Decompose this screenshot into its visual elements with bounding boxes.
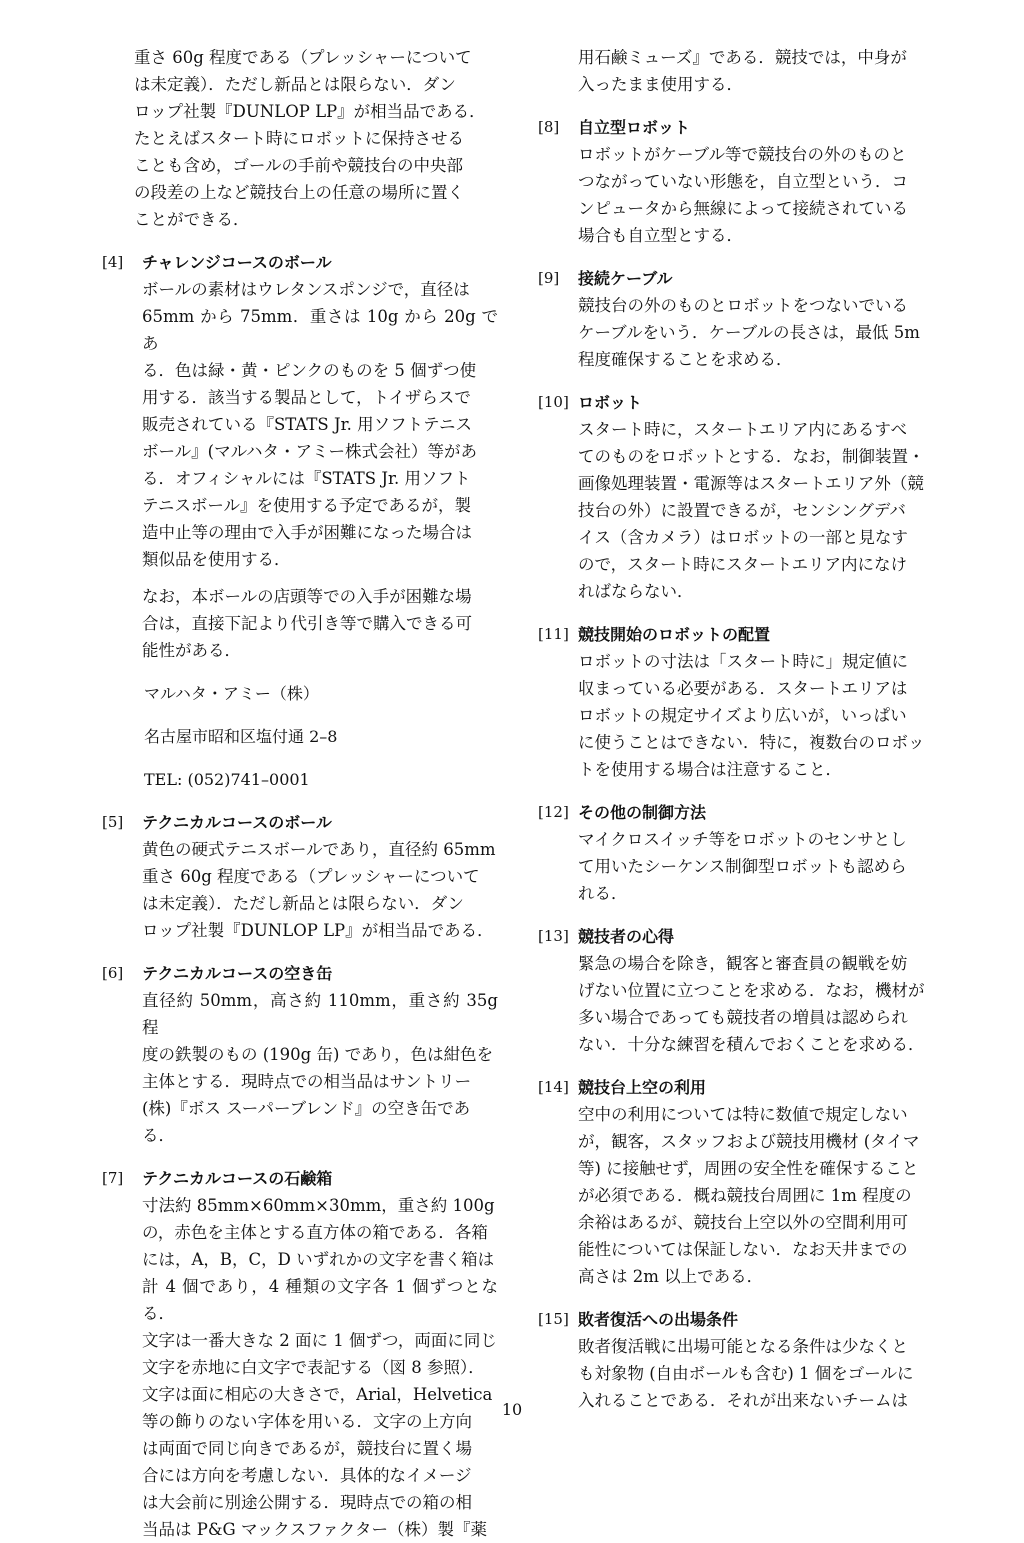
text-line: 程度確保することを求める．	[578, 350, 793, 369]
item-number: [11]	[538, 625, 569, 643]
text-line: が，観客，スタッフおよび競技用機材 (タイマ	[578, 1132, 920, 1151]
text-line: たとえばスタート時にロボットに保持させる	[134, 129, 464, 148]
text-line: に使うことはできない．特に，複数台のロボッ	[578, 733, 925, 752]
item-12	[538, 799, 942, 907]
item-heading	[538, 923, 942, 950]
text-line: る．	[142, 1126, 175, 1145]
text-line: 能性がある．	[142, 641, 241, 660]
text-line: れる．	[578, 884, 628, 903]
text-line: 技台の外）に設置できるが，センシングデバ	[578, 501, 906, 520]
text-line: 余裕はあるが、競技台上空以外の空間利用可	[578, 1213, 908, 1232]
text-line: 合は，直接下記より代引き等で購入できる可	[142, 614, 472, 633]
item-heading	[538, 1306, 942, 1333]
text-line: てのものをロボットとする．なお，制御装置・	[578, 447, 925, 466]
text-line: は大会前に別途公開する．現時点での箱の相	[142, 1493, 472, 1512]
text-line: 入ったまま使用する．	[578, 75, 743, 94]
left-intro	[102, 44, 498, 233]
text-line: 販売されている『STATS Jr. 用ソフトテニス	[142, 415, 472, 434]
item-number: [5]	[102, 813, 124, 831]
text-line: ロップ社製『DUNLOP LP』が相当品である．	[142, 921, 494, 940]
text-line: 合には方向を考慮しない．具体的なイメージ	[142, 1466, 472, 1485]
item-title: テクニカルコースの空き缶	[142, 964, 333, 983]
item-number: [6]	[102, 964, 124, 982]
address-line: TEL: (052)741–0001	[144, 770, 310, 789]
text-line: ケーブルをいう．ケーブルの長さは，最低 5m	[578, 323, 920, 342]
text-line: ロボットがケーブル等で競技台の外のものと	[578, 145, 907, 164]
text-line: て用いたシーケンス制御型ロボットも認めら	[578, 857, 907, 876]
text-line: には，A，B，C，D いずれかの文字を書く箱は	[142, 1250, 495, 1269]
address-line: マルハタ・アミー（株）	[144, 684, 319, 703]
text-line: 等の飾りのない字体を用いる．文字の上方向	[142, 1412, 472, 1431]
item-9	[538, 265, 942, 373]
item-title: テクニカルコースの石鹸箱	[142, 1169, 333, 1188]
item-heading	[102, 809, 498, 836]
item-5	[102, 809, 498, 944]
text-line: 重さ 60g 程度である（プレッシャーについて	[142, 867, 480, 886]
text-line: 寸法約 85mm×60mm×30mm，重さ約 100g	[142, 1196, 495, 1215]
item-title: 自立型ロボット	[578, 118, 691, 137]
text-line: 65mm から 75mm．重さは 10g から 20g であ	[142, 307, 498, 353]
text-line: テニスボール』を使用する予定であるが，製	[142, 496, 472, 515]
text-line: 度の鉄製のもの (190g 缶) であり，色は紺色を	[142, 1045, 494, 1064]
text-line: 主体とする．現時点での相当品はサントリー	[142, 1072, 472, 1091]
item-heading	[538, 1074, 942, 1101]
item-heading	[538, 389, 942, 416]
text-line: の，赤色を主体とする直方体の箱である．各箱	[142, 1223, 488, 1242]
text-line: (株)『ボス スーパーブレンド』の空き缶であ	[142, 1099, 471, 1118]
item-number: [7]	[102, 1169, 124, 1187]
text-line: 高さは 2m 以上である．	[578, 1267, 764, 1286]
item-number: [10]	[538, 393, 569, 411]
text-line: 文字を赤地に白文字で表記する（図 8 参照）．	[142, 1358, 485, 1377]
item-title: チャレンジコースのボール	[142, 253, 332, 272]
text-line: ない．十分な練習を積んでおくことを求める．	[578, 1035, 925, 1054]
text-line: 収まっている必要がある．スタートエリアは	[578, 679, 908, 698]
text-line: ボール』(マルハタ・アミー株式会社）等があ	[142, 442, 477, 461]
item-heading	[102, 1165, 498, 1192]
item-number: [15]	[538, 1310, 569, 1328]
text-line: 直径約 50mm，高さ約 110mm，重さ約 35g 程	[142, 991, 498, 1037]
text-line: 敗者復活戦に出場可能となる条件は少なくと	[578, 1337, 908, 1356]
text-line: 入れることである．それが出来ないチームは	[578, 1391, 908, 1410]
text-line: 造中止等の理由で入手が困難になった場合は	[142, 523, 472, 542]
right-intro	[538, 44, 942, 98]
text-line: ロップ社製『DUNLOP LP』が相当品である．	[134, 102, 486, 121]
text-line: ンピュータから無線によって接続されている	[578, 199, 908, 218]
item-10	[538, 389, 942, 605]
text-line: ので，スタート時にスタートエリア内になけ	[578, 555, 908, 574]
text-line: 用する．該当する製品として，トイザらスで	[142, 388, 471, 407]
text-line: は未定義）．ただし新品とは限らない．ダン	[142, 894, 464, 913]
text-line: 黄色の硬式テニスボールであり，直径約 65mm	[142, 840, 496, 859]
item-title: 競技者の心得	[578, 927, 675, 946]
item-number: [9]	[538, 269, 560, 287]
text-line: る．色は緑・黄・ピンクのものを 5 個ずつ使	[142, 361, 477, 380]
item-heading	[538, 114, 942, 141]
page-number: 10	[501, 1400, 523, 1419]
text-line: ロボットの寸法は「スタート時に」規定値に	[578, 652, 908, 671]
item-title: 競技開始のロボットの配置	[578, 625, 771, 644]
text-line: 競技台の外のものとロボットをつないでいる	[578, 296, 908, 315]
text-line: 計 4 個であり，4 種類の文字各 1 個ずつとなる．	[142, 1277, 498, 1323]
text-line: 能性については保証しない．なお天井までの	[578, 1240, 908, 1259]
item-8	[538, 114, 942, 249]
text-line: る．オフィシャルには『STATS Jr. 用ソフト	[142, 469, 471, 488]
text-line: 画像処理装置・電源等はスタートエリア外（競	[578, 474, 924, 493]
item-heading	[538, 265, 942, 292]
item-heading	[102, 960, 498, 987]
item-heading	[538, 799, 942, 826]
item-title: ロボット	[578, 393, 643, 412]
item-number: [13]	[538, 927, 569, 945]
text-line: ことも含め，ゴールの手前や競技台の中央部	[134, 156, 464, 175]
item-title: 接続ケーブル	[578, 269, 673, 288]
item-number: [14]	[538, 1078, 569, 1096]
text-line: も対象物 (自由ボールも含む) 1 個をゴールに	[578, 1364, 914, 1383]
item-number: [4]	[102, 253, 124, 271]
item-number: [12]	[538, 803, 569, 821]
text-line: スタート時に，スタートエリア内にあるすべ	[578, 420, 908, 439]
item-14	[538, 1074, 942, 1290]
item-title: 競技台上空の利用	[578, 1078, 707, 1097]
address-line: 名古屋市昭和区塩付通 2–8	[144, 727, 338, 746]
item-4	[102, 249, 498, 793]
text-line: 多い場合であっても競技者の増員は認められ	[578, 1008, 908, 1027]
left-column	[102, 44, 498, 1543]
item-7	[102, 1165, 498, 1543]
text-line: ことができる．	[134, 210, 250, 229]
text-line: ればならない．	[578, 582, 694, 601]
text-line: マイクロスイッチ等をロボットのセンサとし	[578, 830, 907, 849]
text-line: 重さ 60g 程度である（プレッシャーについて	[134, 48, 472, 67]
text-line: 緊急の場合を除き，観客と審査員の観戦を妨	[578, 954, 908, 973]
item-6	[102, 960, 498, 1149]
text-line: 等) に接触せず，周囲の安全性を確保すること	[578, 1159, 919, 1178]
text-line: の段差の上など競技台上の任意の場所に置く	[134, 183, 464, 202]
item-heading	[102, 249, 498, 276]
text-line: 類似品を使用する．	[142, 550, 291, 569]
text-line: 用石鹸ミューズ』である．競技では，中身が	[578, 48, 907, 67]
item-title: その他の制御方法	[578, 803, 707, 822]
text-line: 空中の利用については特に数値で規定しない	[578, 1105, 908, 1124]
item-11	[538, 621, 942, 783]
text-line: が必須である．概ね競技台周囲に 1m 程度の	[578, 1186, 912, 1205]
text-line: イス（含カメラ）はロボットの一部と見なす	[578, 528, 908, 547]
text-line: 当品は P&G マックスファクター（株）製『薬	[142, 1520, 487, 1539]
text-line: 場合も自立型とする．	[578, 226, 743, 245]
item-heading	[538, 621, 942, 648]
text-line: は両面で同じ向きであるが，競技台に置く場	[142, 1439, 472, 1458]
item-number: [8]	[538, 118, 560, 136]
text-line: なお，本ボールの店頭等での入手が困難な場	[142, 587, 472, 606]
right-column	[538, 44, 942, 1414]
item-title: テクニカルコースのボール	[142, 813, 332, 832]
text-line: ロボットの規定サイズより広いが，いっぱい	[578, 706, 907, 725]
item-15	[538, 1306, 942, 1414]
text-line: ボールの素材はウレタンスポンジで，直径は	[142, 280, 470, 299]
text-line: は未定義）．ただし新品とは限らない．ダン	[134, 75, 456, 94]
text-line: 文字は面に相応の大きさで，Arial，Helvetica	[142, 1385, 493, 1404]
item-13	[538, 923, 942, 1058]
text-line: 文字は一番大きな 2 面に 1 個ずつ，両面に同じ	[142, 1331, 497, 1350]
text-line: トを使用する場合は注意すること．	[578, 760, 842, 779]
text-line: げない位置に立つことを求める．なお，機材が	[578, 981, 925, 1000]
item-title: 敗者復活への出場条件	[578, 1310, 739, 1329]
text-line: つながっていない形態を，自立型という．コ	[578, 172, 908, 191]
